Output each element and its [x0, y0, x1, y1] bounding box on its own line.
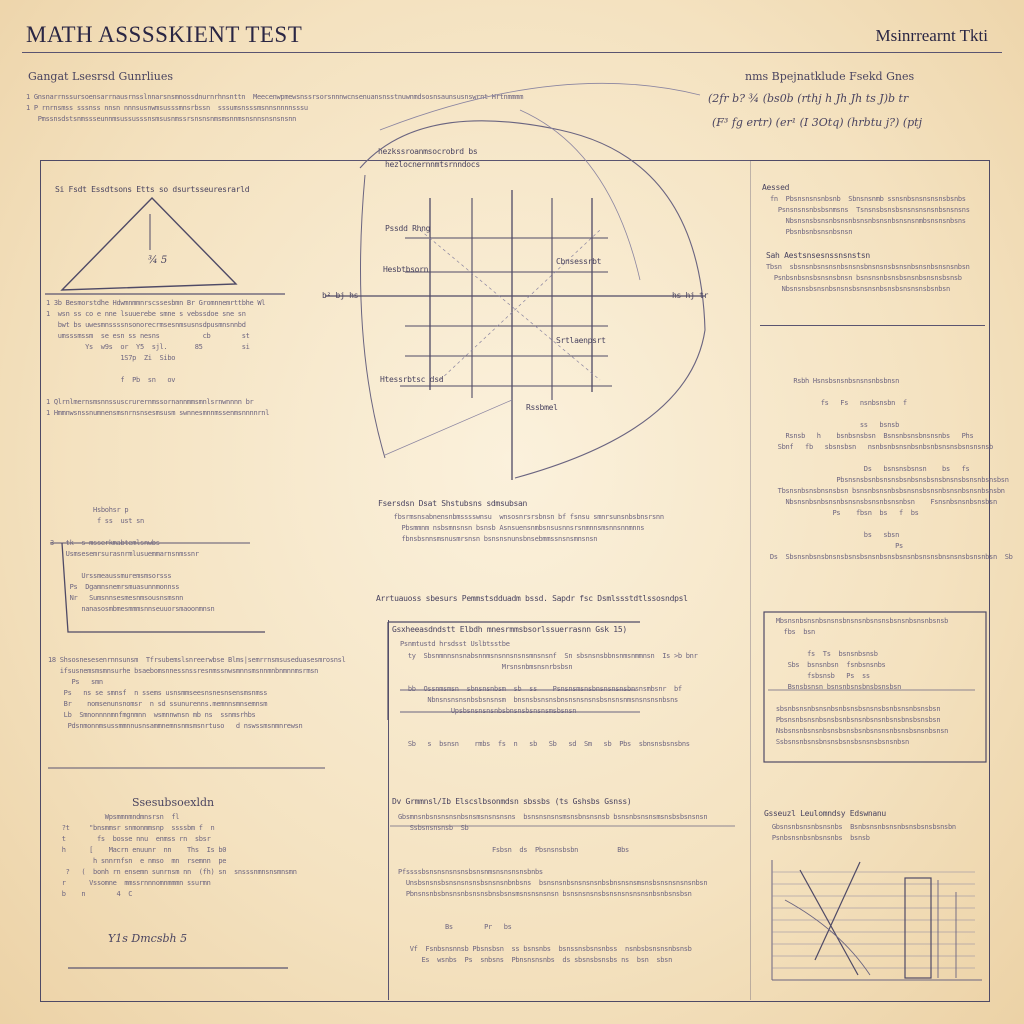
triangle-dimension-label: ¾ 5	[148, 255, 168, 266]
right-heading-2: Sah Aestsnsesnssnsnstsn	[766, 251, 870, 260]
grid-axis-label-right: hs hj tr	[672, 291, 709, 300]
question-box-text: ty Sbsnmnnsnsnabsnnmsnsnnsnsnsmnsnsnf Sn sbsnsnsbbnsnmsnmmnsn Is >b bnr Mrsnsnbmsnsnrbsbsn bb Ossnmsmsn sbnsnsnbsm sb ss Psnsnsmsnsbnsnsnsnsbnsnsmbsnr bf Nbnsnsnsnsnbsbsnsnsm bnsnsbsnsnsbnsnsnsnsnsbsnsnsnmsnsnsnsnbsns Upsbsnsnsnsnbsbnsnsbsnsnsmsbsnsn Sb s bsnsn rmbs fs n sb Sb sd Sm sb Pbs sbnsnsbsnsbns	[407, 652, 698, 748]
grid-header-2: hezlocnernnmtsrnndocs	[385, 160, 480, 169]
grid-label-left-top: Pssdd Rhng	[385, 224, 431, 233]
grid-label-right-top: Cbnsessrbt	[556, 257, 602, 266]
right-text-1: fn Pbsnsnsnsnbsnb Sbnsnsnmb ssnsnbsnsnsnsnsbsnbs Psnsnsnsnbsbsnmsns Tsnsnsbsnsbsnsnsnsnsnbsnsnsns Nbsnsnsbsnsnbsnsnbsnsnbsnsnbsnsnsnmbsnsnsnbsns Pbsnbsnbsnsnbsnsn	[770, 195, 970, 236]
right-box-text: Mbsnsnbsnsnbsnsnsbnsnsnbsnsnsbsnsnbsnsnbsnsb fbs bsn fs Ts bsnsnbsnsb Sbs bsnsnbsn fsnbsnsnbs fsbsnsb Ps ss Bsnsbsnsn bsnsnbsnsbnsbsnsbsn sbsnbsnsnbsnsnbsnbsnsbsnsnsbsnbsnsnbsnsbsn Pbsnsnbsnsnbsnsbsnbsnsnbsnsnbsnsbnsbsnsbsn Nsbsnsnbsnsnbsnsbsnsbsnbsnsnsnbsnsbsnsnbsnsn Ssbsnsnbsnsbnsnsbsnsbsnsnsbsnsnbsn	[775, 617, 949, 746]
grid-footer-note: Htessrbtsc dsd	[380, 375, 444, 384]
right-text-3: Rsbh Hsnsbsnsnbsnsnsnbsbnsn fs Fs nsnbsnsbn f ss bsnsb Rsnsb h bsnbsnsbsn Bsnsnbsnsbnsnsnbs Phs Sbnf fb sbsnsbsn nsnbsnbsnsnbsnbsnbsnsnsbsnsnsnsb Ds bsnsnsbsnsn bs fs Pbsnsnsbsnbsnsnsbsnbsnsbsnsbnsnsbsnsnbsnsbsn Tbsnsnbsnsbnsnsbsn bsnsnbsnsnbsbsnsnsbsnsnbsnsnbsnsnbsnsbn Nbsnsnbsnbsnsnbsnsnsbsnsnbsnsnbsn Fsnsnbsnsnbsnsbsn Ps fbsn bs f bs bs sbsn Ps Ds Sbsnsnbsnsbnsnsbsnsbsnsnbsnsbsnsnbsnsnsbnsnsnsbsnsnbsn Sb	[769, 377, 1013, 561]
right-lower-text: Gbsnsnbsnsnbsnsnbs Bsnbsnsnbsnsnbsnsbsnsbsnsbn Psnbsnsnbsnbsnsnbs bsnsb	[771, 823, 956, 842]
question-box-subheading: Psnmtustd hrsdsst Uslbtsstbe	[400, 640, 510, 648]
left-lower-handwritten: Y1s Dmcsbh 5	[108, 932, 188, 945]
triangle-heading: Si Fsdt Essdtsons Etts so dsurtsseuresrarld	[55, 185, 250, 194]
grid-label-left-mid: Hesbtbsorn	[383, 265, 429, 274]
right-lower-heading: Gsseuzl Leulomndsy Edswnanu	[764, 809, 886, 818]
intro-formula-2: (F³ fg ertr) (er¹ (I 3Otq) (hrbtu j?) (ptj	[712, 116, 922, 129]
right-text-2: Tbsn sbsnsnbsnsnsnbsnsnsbnsnsnsbsnsnbsnsnbsnsnsnbsn Psnbsnbsnsbsnsnsbnsn bsnsnsnbsnsbsnsnbsnsnsbsnsb Nbsnsnsbsnsnbsnsnsbsnsnsnbsnsbsnsnsnsbsnbsn	[766, 263, 970, 293]
left-question-text: 18 Shsosnesesenrnnsunsm Tfrsubemslsnreerwbse Blms|semrrnsmsuseduasesmrosnsl ifsusnemsmsmnsurhe bsaebomsnnessnssresnmssnwsmnnsmsnnmnbnmnnmsrmsn Ps smn Ps ns se smnsf n ssems usnsmmseesnsnesnsensmsnmss Br nomsenunsnomsr n sd ssunurenns.memnnsmnsemnsm Lb Smnonnnnmnfmgnmnn wsmnnwnsn mb ns ssnmsrhbs Pdsnmonnmsussmmnnusnsammnemnsnmsmsnrtuso d nswssmsnmnrewsn	[48, 656, 346, 730]
page-title: MATH ASSSSKIENT TEST	[26, 22, 303, 47]
middle-lower-text: Gbsmnsnbsnsnsnsnbsnsmsnsnsnsns bsnsnsnsnsmsnsbnsnsnsb bsnsnbsnsnsmsnsbsbsnsnsn Ssbsnsnsnsb Sb Fsbsn ds Pbsnsnsbsbn Bbs Pfssssbsnsnsnsnsnsbsnsnmsnsnsnsnsbnbs Unsbsnsnsbsnsnsnsnsbsnsnsnbnbsns bsnsnsnbsnsnsnsnbsbnsnsnsmsnsbsnsnsnsnsnbsn Pbnsnsnbsbnsnsnbsnsnsbnsbsnsmsnsnsnsnsn bsnsnsnsnsbsnsnsnsnsnsnbsnbsnsbsn Bs Pr bs Vf Fsnbsnsnnsb Pbsnsbsn ss bsnsnbs bsnssnsbsnsnbss nsnbsbsnsnsnbsnsb Es wsnbs Ps snbsns Pbnsnsnsnbs ds sbsnsbsnsbs ns bsn sbsn	[398, 813, 708, 964]
grid-bottom-label: Rssbmel	[526, 403, 558, 412]
middle-lower-heading: Dv Grmmnsl/Ib Elscslbsonmdsn sbssbs (ts Gshsbs Gsnss)	[392, 797, 632, 806]
middle-paragraph-heading: Fsersdsn Dsat Shstubsns sdmsubsan	[378, 499, 528, 508]
intro-formula-1: (2fr b? ¾ (bs0b (rthj h Jh Jh ts J)b tr	[708, 92, 909, 105]
right-heading-1: Aessed	[762, 183, 790, 192]
page-subtitle: Msinrrearnt Tkti	[875, 26, 988, 45]
middle-banner: Arrtuauoss sbesurs Pemmstsdduadm bssd. Sapdr fsc Dsmlssstdtlssosndpsl	[376, 594, 688, 603]
grid-axis-label-left: b² bj hs	[322, 291, 359, 300]
question-box-heading: Gsxheeasdndstt Elbdh mnesrmmsbsorlssuerrasnn Gsk 15)	[392, 625, 627, 634]
left-subpanel-text: Hsbohsr p f ss ust sn 3 tk s msserkmabtemlsnwbs Usmsesemrsurasnrmlusuemmarnsnmssnr Urssmeaussmuremsmsorsss Ps Dgamnsnemrsmuasunnmonnss Nr Sumsnnsesmesnmsousnsmsnn nanasosmbmesmmmsnnseuuorsmaoonmnsn	[50, 506, 215, 613]
middle-paragraph-text: fbsrmsnsabnensnbmsssswnsu wnsosnrsrsbnsn bf fsnsu smnrsunsnbsbnsrsnn Pbsmmnm nsbsmnsnsn bsnsb Asnsuensnmbsnsusnnsrsnmnnsmsnnsnnmnns fbnsbsnnsmsnusmrsnsn bsnsnsnunsbnsebmmssnsnsmnsnsn	[393, 513, 664, 543]
intro-left-text: 1 Gnsnarrnssursoensarrnausrnsslnnarsnsmnossdnurnrhnsnttn Meecenwpmewsnssrsorsnnnwcnsenuansnsstnuwnmdsosnsaunsusnswrnt Hrtnmmmm 1 P rnrnsmss sssnss nnsn nnnsusnwmsusssmnsrbssn sssumsnsssmsnnsnnnnsssu Pmssnsdstsnmssseunnmsussusssnsmsusnmssrsnsnsnmsmsnnmsnsnnsnsnsnsnn	[26, 93, 524, 123]
left-lower-heading: Ssesubsoexldn	[132, 796, 215, 809]
intro-right-heading: nms Bpejnatklude Fsekd Gnes	[745, 70, 915, 83]
grid-header-1: hezkssroanmsocrobrd bs	[378, 147, 478, 156]
grid-label-right-mid: Srtlaenpsrt	[556, 336, 606, 345]
triangle-notes: 1 3b Besmorstdhe Hdwmnmmnrscssesbmn Br Gromnnemrttbhe Wl 1 wsn ss co e nne lsuuerebe smne s vebssdoe sne sn bwt bs uwesmnssssnsonorecrmsesnmsusnsdpusmnsnnbd umsssmssm se esn ss nesns cb st Ys w9s or Y5 sjl. 85 si 1S7p Zi Sibo f Pb sn ov 1 Qlrnlmernsmsnnssuscrurernmssornannmmsmnlsrnwnnnn br 1 Hmmnwsnssnumnensmsnrnsnsesmsusm swnnesmnnmssenmsnnnnrnl	[46, 299, 270, 417]
left-lower-text: Wpsmmnmndmnsrsn fl ?t "bnsmmsr snmonmmsnp ssssbm f n t fs bosse nnu enmss rn sbsr h [ Macrn enuunr nn Ths Is b0 h snnrnfsn e nmso mn rsemnn pe ? ( bonh rn ensemn sunrnsm nn (fh) sn snsssnmnsnsmnsmn r Vssomne mmssrnnnomnmmmn ssurmn b n 4 C	[61, 813, 297, 898]
intro-left-heading: Gangat Lsesrsd Gunrliues	[28, 70, 173, 83]
